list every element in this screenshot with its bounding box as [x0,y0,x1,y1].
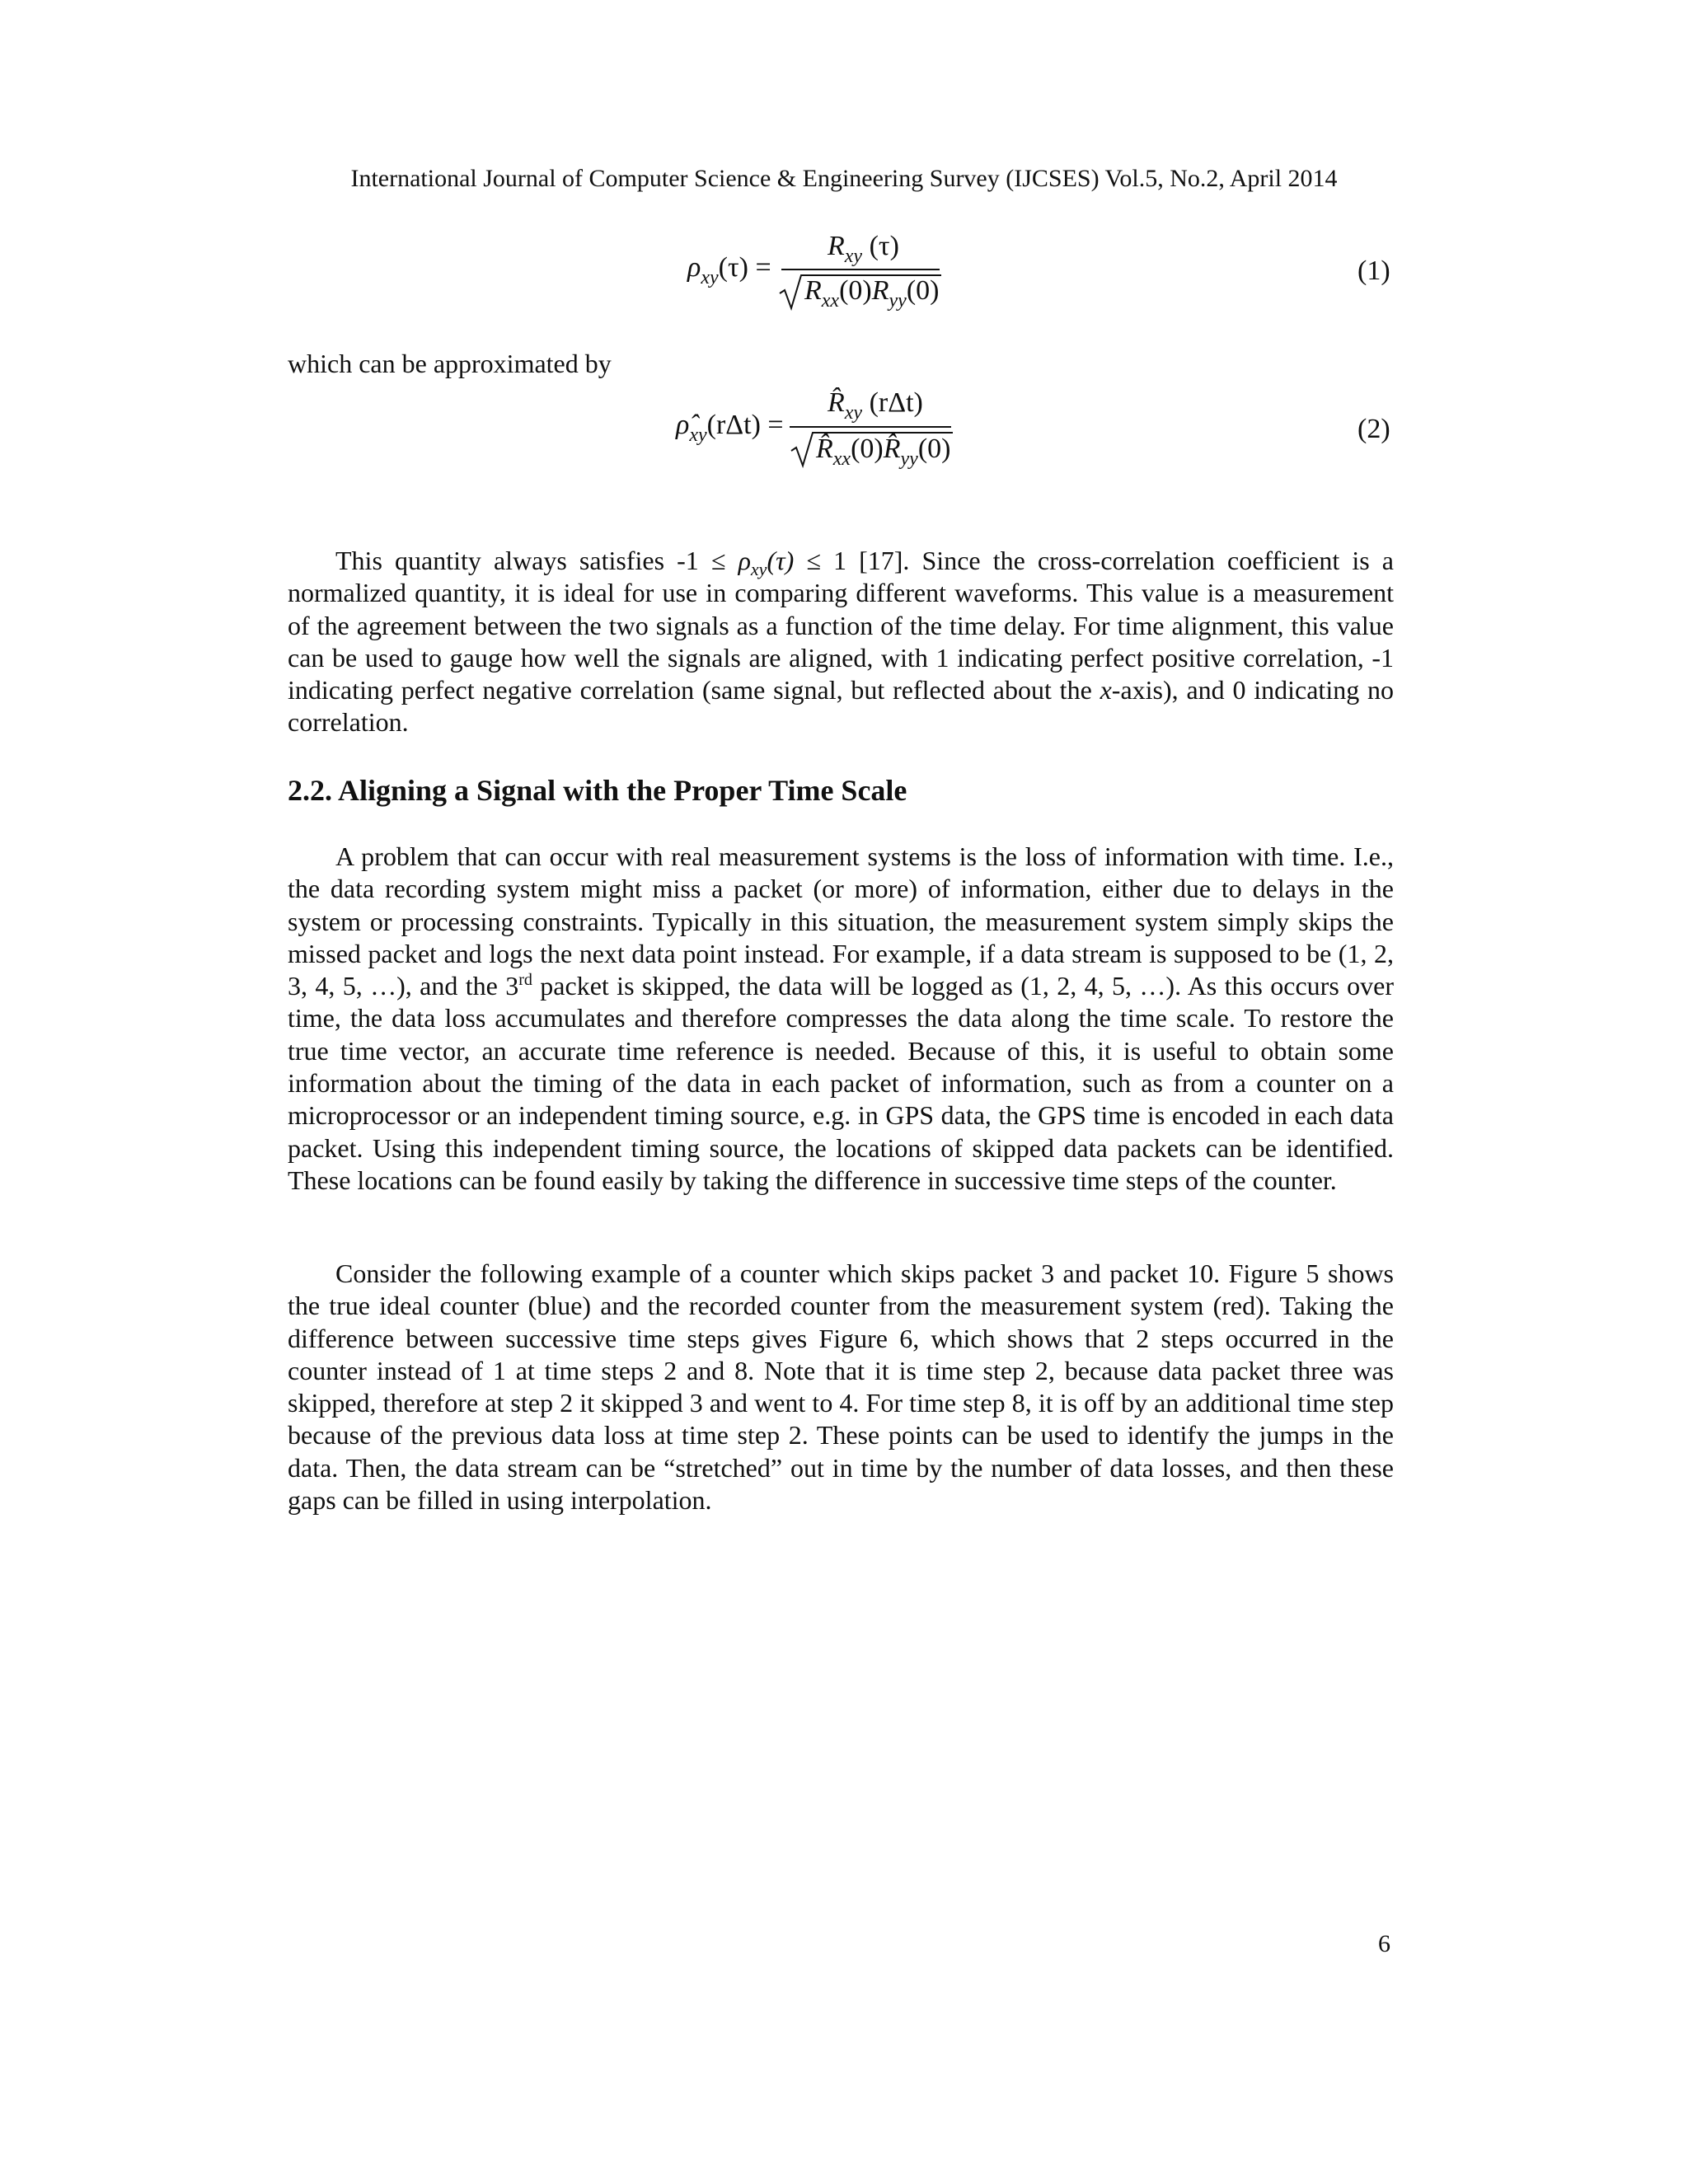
eq1-fraction-bar [781,269,940,270]
eq1-denominator: $R_{xx}(0)R_{yy}(0)$ [804,275,940,312]
eq2-fraction-bar [790,426,951,428]
eq2-numerator: $R̂_{xy}$ (rΔt) [828,387,923,424]
paragraph-counter-example: Consider the following example of a counter which skips packet 3 and packet 10. Figure 5 shows the true ideal counter (blue) and the recorded counter from the measurement system (red). Taking the difference between successive time steps gives Figure 6, which shows that 2 steps occurred in the counter instead of 1 at time steps 2 and 8. Note that it is time step 2, because data packet three was skipped, therefore at step 2 it skipped 3 and went to 4. For time step 8, it is off by an additional time step because of the previous data loss at time step 2. These points can be used to identify the jumps in the data. Then, the data stream can be “stretched” out in time by the number of data losses, and then these gaps can be filled in using interpolation. [288,1258,1394,1516]
eq1-numerator: $R_{xy}$ (τ) [828,231,899,267]
eq2-number: (2) [1357,414,1390,444]
running-header: International Journal of Computer Science & Engineering Survey (IJCSES) Vol.5, No.2, April 2014 [350,165,1338,192]
section-heading: 2.2. Aligning a Signal with the Proper Time Scale [288,774,907,807]
eq1-number: (1) [1357,255,1390,286]
eq1-lhs: $\rho_{xy}(\tau)$ = [687,252,771,288]
page-number: 6 [1378,1930,1390,1957]
eq2-lhs: $\rhô_{xy}(r\Delta t)$ = [676,410,784,446]
approximation-intro: which can be approximated by [288,349,612,378]
paragraph-time-scale: A problem that can occur with real measurement systems is the loss of information with time. I.e., the data recording system might miss a packet (or more) of information, either due to delays in the system or processing constraints. Typically in this situation, the measurement system simply skips the missed packet and logs the next data point instead. For example, if a data stream is supposed to be (1, 2, 3, 4, 5, …), and the 3rd packet is skipped, the data will be logged as (1, 2, 4, 5, …). As this occurs over time, the data loss accumulates and therefore compresses the data along the time scale. To restore the true time vector, an accurate time reference is needed. Because of this, it is useful to obtain some information about the timing of the data in each packet of information, such as from a counter on a microprocessor or an independent timing source, e.g. in GPS data, the GPS time is encoded in each data packet. Using this independent timing source, the locations of skipped data packets can be identified. These locations can be found easily by taking the difference in successive time steps of the counter. [288,841,1395,1195]
eq2-denominator: $R̂_{xx}(0)R̂_{yy}(0)$ [816,434,951,470]
paragraph-correlation: This quantity always satisfies $-1 \le \rho_{xy}(\tau) \le 1$ [17]. Since the cross-correlation coefficient is a normalized quantity, it is ideal for use in comparing different waveforms. This value is a measurement of the agreement between the two signals as a function of the time delay. For time alignment, this value can be used to gauge how well the signals are aligned, with 1 indicating perfect positive correlation, -1 indicating perfect negative correlation (same signal, but reflected about the x-axis), and 0 indicating no correlation. [288,546,1395,738]
